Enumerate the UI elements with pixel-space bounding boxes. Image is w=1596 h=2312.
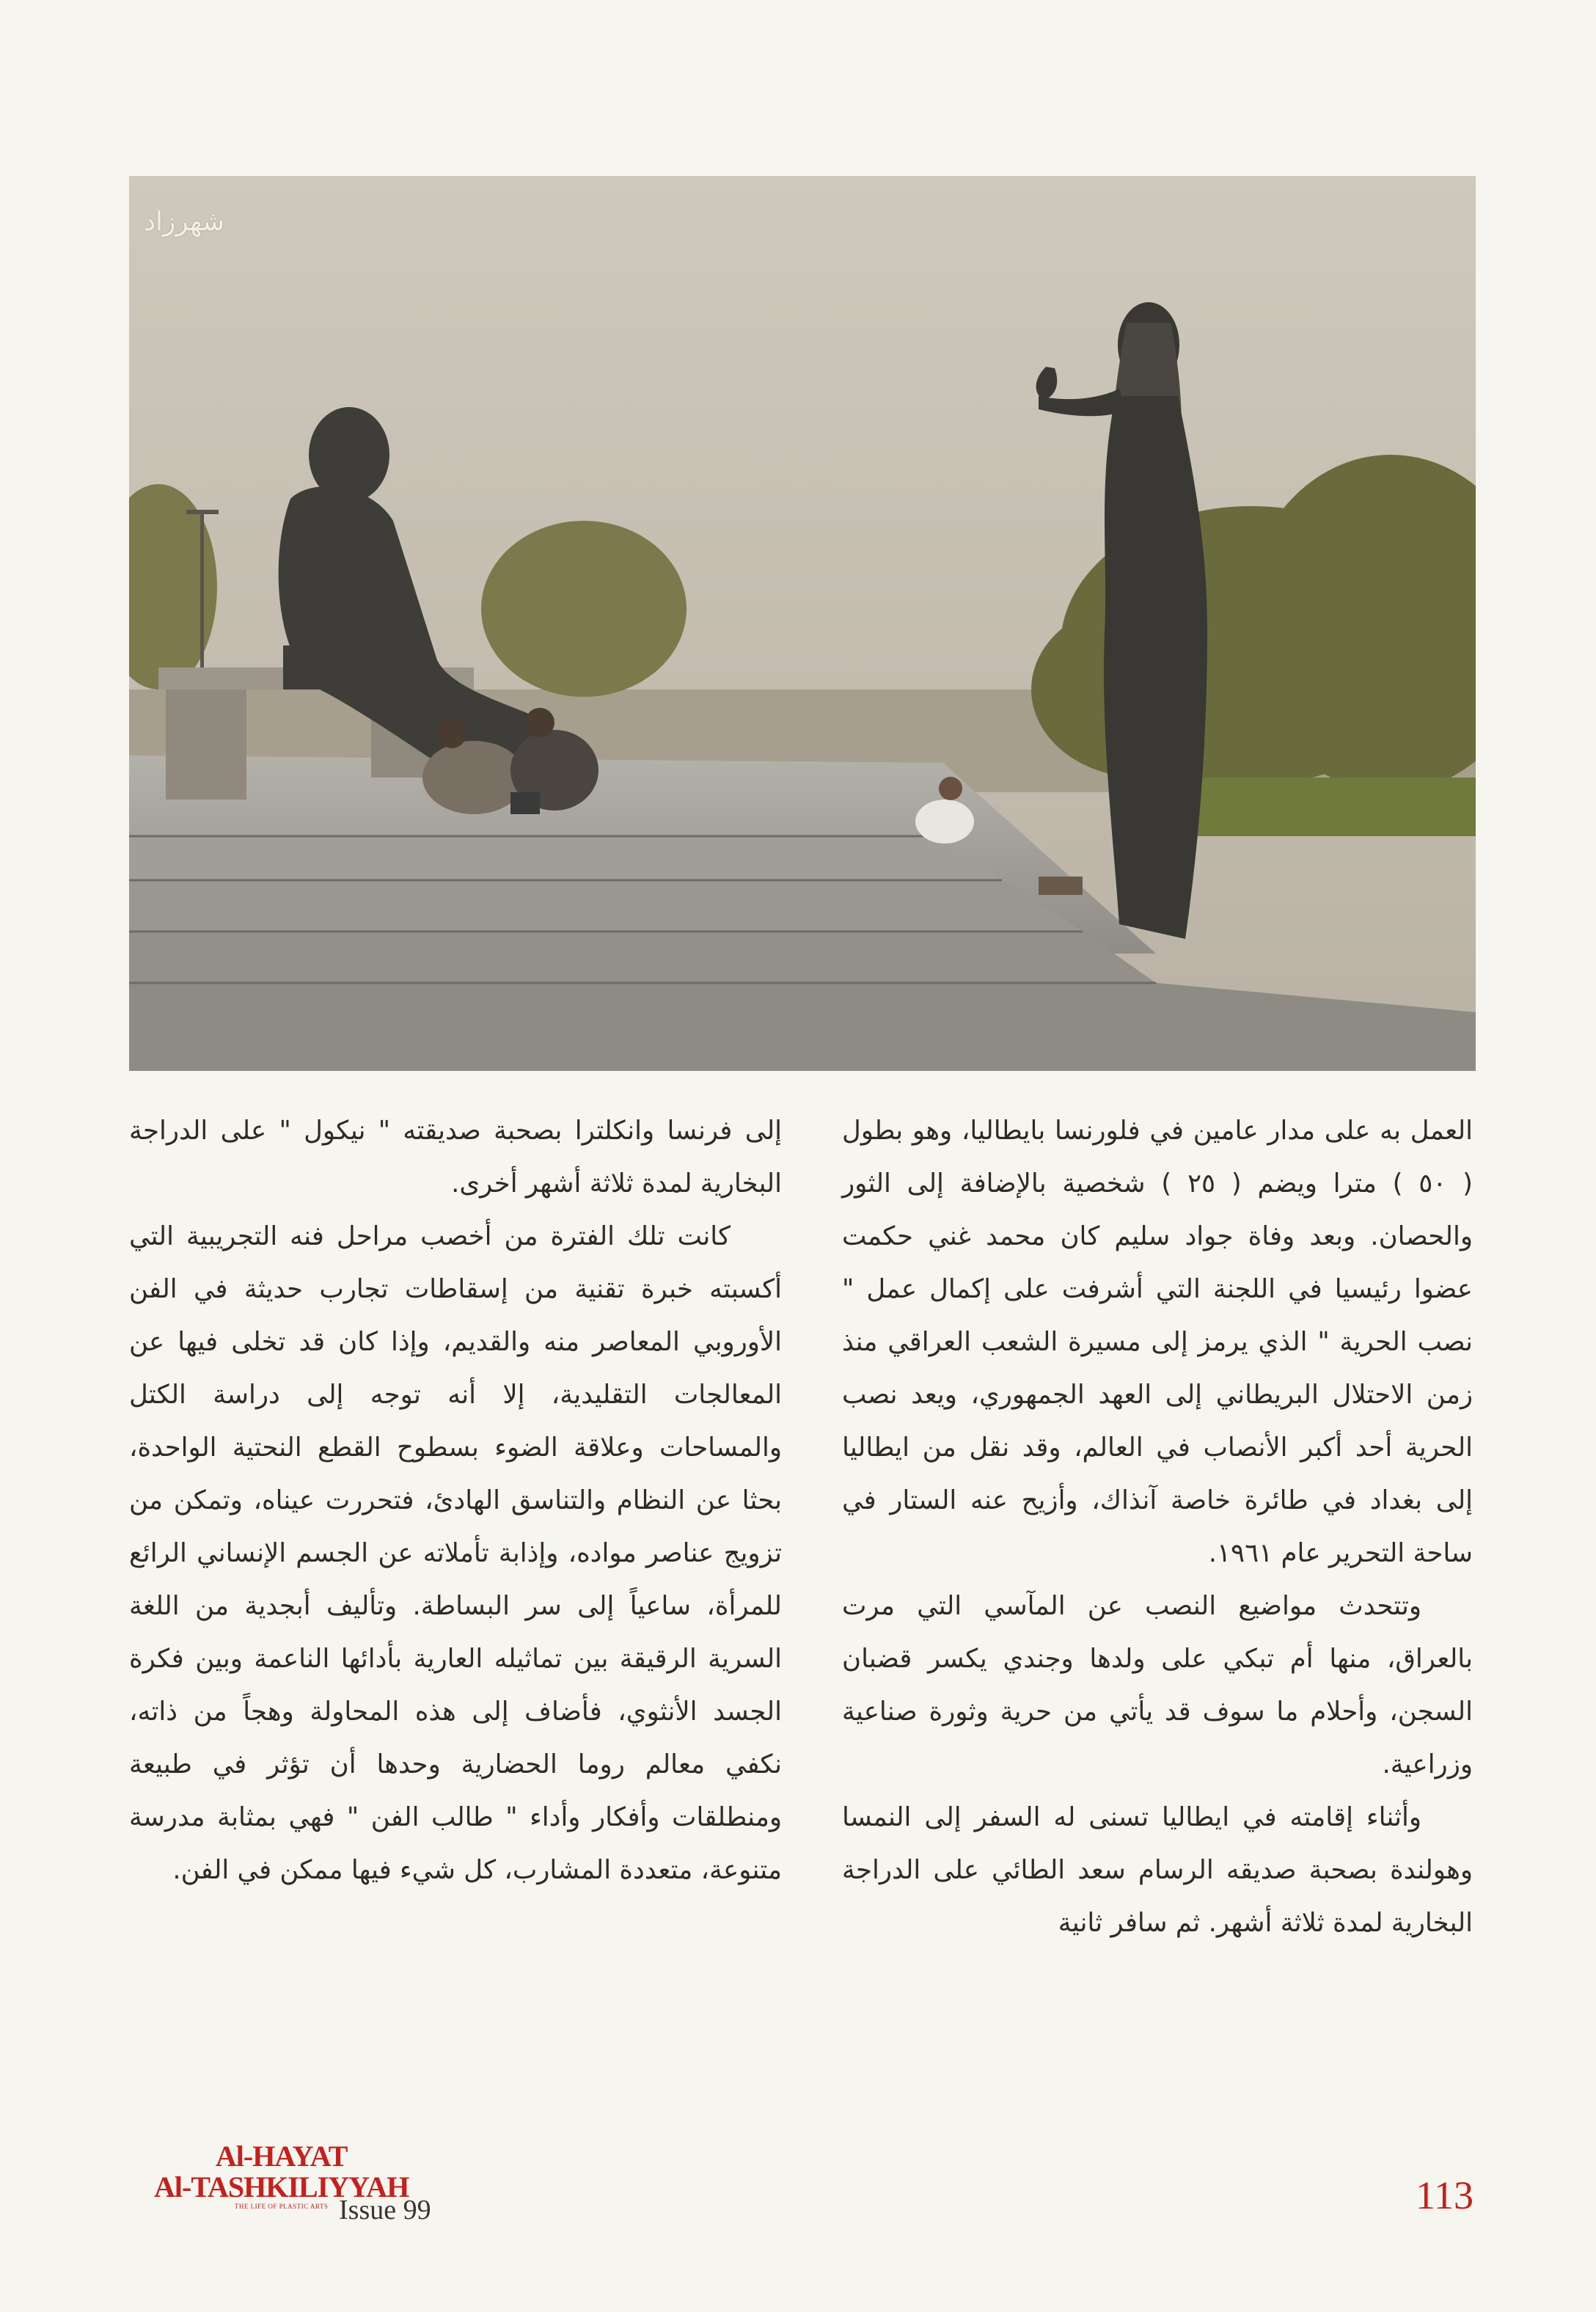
logo-tagline: THE LIFE OF PLASTIC ARTS [234, 2203, 329, 2210]
paragraph: وتتحدث مواضيع النصب عن المآسي التي مرت بالعراق، منها أم تبكي على ولدها وجندي يكسر قضبان السجن، وأحلام ما سوف قد يأتي من حرية وثورة صناعية وزراعية. [842, 1591, 1473, 1779]
paragraph: كانت تلك الفترة من أخصب مراحل فنه التجريبية التي أكسبته خبرة تقنية من إسقاطات تجارب حديثة في الفن الأوروبي المعاصر منه والقديم، وإذا كان قد تخلى فيها عن المعالجات التقليدية، إلا أنه توجه إلى دراسة الكتل والمساحات وعلاقة الضوء بسطوح القطع النحتية الواحدة، بحثا عن النظام والتناسق الهادئ، فتحررت عيناه، وتمكن من تزويج عناصر مواده، وإذابة تأملاته عن الجسم الإنساني الرائع للمرأة، ساعياً إلى سر البساطة. وتأليف أبجدية من اللغة السرية الرقيقة بين تماثيله العارية بأدائها الناعمة وبين فكرة الجسد الأنثوي، فأضاف إلى هذه المحاولة وهجاً من ذاته، نكفي معالم روما الحضارية وحدها أن تؤثر في طبيعة ومنطلقات وأفكار وأداء " طالب الفن " فهي بمثابة مدرسة متنوعة، متعددة المشارب، كل شيء فيها ممكن في الفن. [129, 1221, 782, 1885]
issue-label: Issue 99 [339, 2195, 431, 2225]
article-photo [129, 176, 1476, 1071]
page-number: 113 [1416, 2173, 1474, 2217]
paragraph: العمل به على مدار عامين في فلورنسا بايطاليا، وهو بطول ( ٥٠ ) مترا ويضم ( ٢٥ ) شخصية بالإضافة إلى الثور والحصان. وبعد وفاة جواد سليم كان محمد غني حكمت عضوا رئيسيا في اللجنة التي أشرفت على إكمال عمل " نصب الحرية " الذي يرمز إلى مسيرة الشعب العراقي منذ زمن الاحتلال البريطاني إلى العهد الجمهوري، ويعد نصب الحرية أحد أكبر الأنصاب في العالم، وقد نقل من ايطاليا إلى بغداد في طائرة خاصة آنذاك، وأزيح عنه الستار في ساحة التحرير عام ١٩٦١. [842, 1116, 1473, 1568]
logo-line-2: Al-TASHKILIYYAH [154, 2170, 409, 2203]
paragraph: وأثناء إقامته في ايطاليا تسنى له السفر إلى النمسا وهولندة بصحبة صديقه الرسام سعد الطائي على الدراجة البخارية لمدة ثلاثة أشهر. ثم سافر ثانية [842, 1802, 1473, 1938]
paragraph: إلى فرنسا وانكلترا بصحبة صديقته " نيكول " على الدراجة البخارية لمدة ثلاثة أشهر أخرى. [129, 1116, 782, 1199]
logo-line-1: Al-HAYAT [215, 2140, 348, 2173]
sculpture-photo-illustration [129, 176, 1476, 1071]
photo-caption: شهرزاد [144, 207, 225, 237]
article-column-left [129, 1105, 782, 1897]
article-column-right [842, 1105, 1473, 1950]
